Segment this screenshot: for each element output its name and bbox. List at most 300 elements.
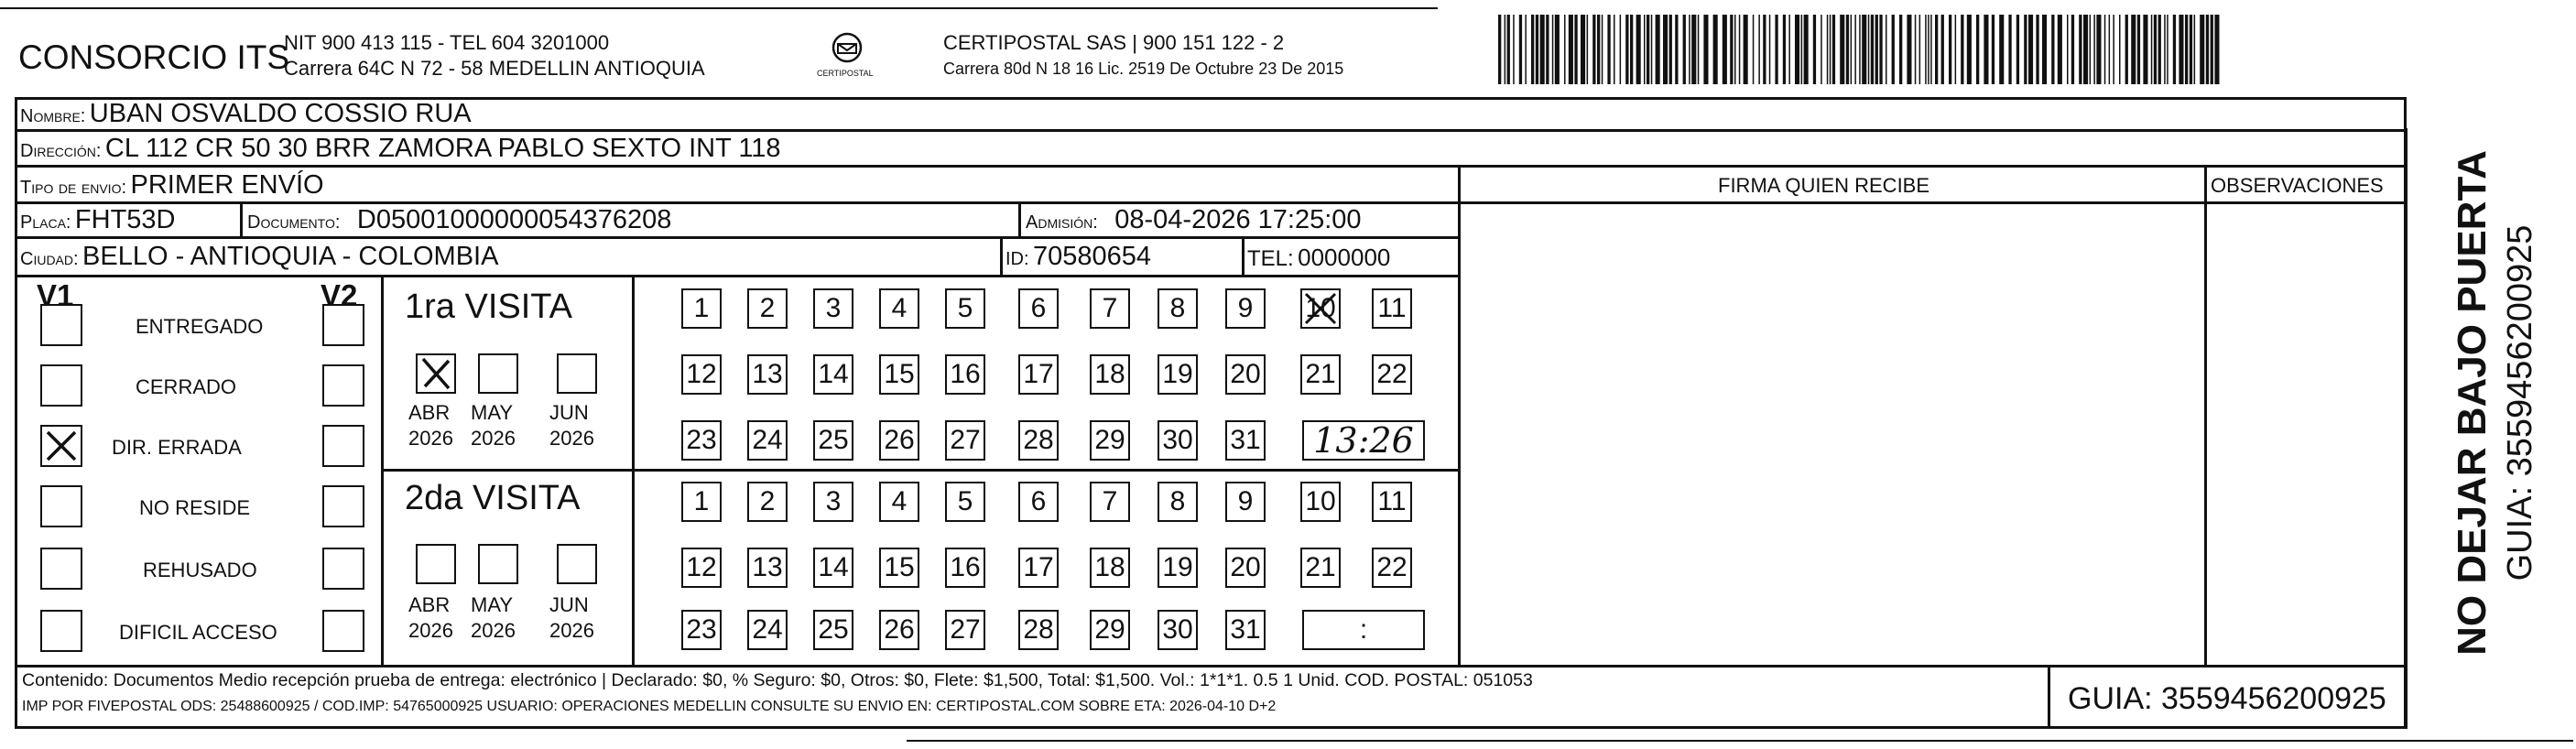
carrier-line2: Carrera 80d N 18 16 Lic. 2519 De Octubre 23 De 2015 [943,60,1344,78]
barcode-bar [1587,15,1589,84]
barcode-bar [1955,15,1957,84]
barcode-bar [1691,15,1696,84]
day-box[interactable] [1372,288,1412,329]
day-box[interactable] [1018,610,1059,650]
day-number: 17 [1023,359,1054,389]
placa-row [20,207,176,233]
footer-line2: IMP POR FIVEPOSTAL ODS: 25488600925 / COD.IMP: 54765000925 USUARIO: OPERACIONES MEDELLIN CONSULTE SU ENVIO EN: CERTIPOSTAL.COM SOBRE ETA: 2026-04-10 D+2 [22,699,1277,714]
barcode-bar [2131,15,2136,84]
day-number: 20 [1230,552,1261,582]
day-box[interactable] [747,548,788,588]
month-checkbox[interactable] [416,544,456,584]
status-option-label: DIR. ERRADA [112,436,242,459]
barcode-bar [1675,15,1678,84]
day-box[interactable] [1300,354,1341,395]
day-number: 20 [1230,359,1261,389]
barcode-bar [1919,15,1921,84]
day-number: 9 [1237,293,1254,323]
barcode-bar [1854,15,1856,84]
day-box[interactable] [813,482,853,522]
day-number: 18 [1094,552,1125,582]
day-box[interactable] [879,354,919,395]
admision-label: Admisión: [1026,212,1098,233]
day-number: 10 [1305,293,1336,323]
day-box[interactable] [945,548,985,588]
day-box[interactable] [879,288,919,329]
day-box[interactable] [1018,354,1059,395]
barcode-bar [1625,15,1628,84]
check-mark-icon [42,427,81,465]
barcode-bar [2079,15,2081,84]
day-number: 28 [1023,425,1054,455]
day-box[interactable] [1158,288,1198,329]
observaciones-label: OBSERVACIONES [2211,174,2384,197]
barcode-bar [1763,15,1766,84]
barcode-bar [1581,15,1585,84]
barcode-bar [1846,15,1849,84]
barcode-bar [1669,15,1672,84]
time-box[interactable] [1302,420,1425,461]
observaciones-area[interactable] [2208,205,2402,665]
barcode-bar [2167,15,2168,84]
barcode-bar [1644,15,1646,84]
day-number: 31 [1230,614,1261,645]
barcode-bar [1734,15,1736,84]
barcode-bar [1992,15,1994,84]
barcode-bar [1739,15,1741,84]
barcode-bar [2113,15,2114,84]
v1-checkbox[interactable] [40,548,82,590]
barcode-bar [2104,15,2106,84]
barcode-bar [1519,15,1522,84]
year-label: 2026 [408,619,453,642]
day-box[interactable] [813,288,853,329]
day-mark-icon [1302,290,1339,334]
day-number: 29 [1094,425,1125,455]
month-checkbox[interactable] [416,353,456,394]
barcode-bar [1788,15,1790,84]
day-number: 17 [1023,552,1054,582]
barcode-bar [1821,15,1822,84]
barcode-bar [2164,15,2166,84]
tel-label: TEL: [1247,246,1294,271]
barcode-bar [1607,15,1610,84]
day-number: 15 [884,552,915,582]
barcode-bar [1540,15,1545,84]
day-box[interactable] [879,420,919,461]
barcode-bar [1651,15,1653,84]
company-name: CONSORCIO ITS [18,38,290,76]
barcode-bar [1507,15,1510,84]
year-label: 2026 [471,427,516,450]
barcode-bar [1564,15,1566,84]
barcode-bar [1984,15,1988,84]
barcode-bar [2158,15,2161,84]
day-number: 24 [752,425,783,455]
barcode-bar [1744,15,1748,84]
day-box[interactable] [747,420,788,461]
day-number: 23 [686,425,717,455]
barcode-bar [1513,15,1515,84]
day-number: 30 [1162,614,1193,645]
day-number: 21 [1305,359,1336,389]
day-number: 11 [1377,486,1407,516]
month-checkbox[interactable] [557,353,597,394]
barcode-bar [1868,15,1870,84]
time-value: : [1359,614,1368,645]
day-number: 11 [1377,293,1407,323]
day-box[interactable] [681,610,722,650]
barcode-bar [2036,15,2038,84]
day-number: 4 [891,486,908,516]
day-number: 19 [1162,552,1193,582]
id-label: ID: [1005,249,1029,269]
barcode-bar [1602,15,1603,84]
month-checkbox[interactable] [557,544,597,584]
v1-checkbox[interactable] [40,485,82,527]
admision-row [1026,207,1362,233]
day-number: 21 [1305,552,1336,582]
month-label: MAY [471,593,514,616]
day-box[interactable] [747,354,788,395]
day-box[interactable] [1090,610,1130,650]
barcode-bar [2093,15,2095,84]
barcode-bar [2058,15,2062,84]
day-box[interactable] [945,420,985,461]
day-box[interactable] [1158,610,1198,650]
barcode-bar [1928,15,1929,84]
year-label: 2026 [471,619,516,642]
time-value: 13:26 [1313,420,1414,461]
day-box[interactable] [1018,482,1059,522]
placa-value: FHT53D [74,205,176,234]
day-number: 6 [1030,486,1047,516]
day-box[interactable] [1225,610,1266,650]
barcode-bar [2071,15,2074,84]
day-number: 9 [1237,486,1254,516]
day-number: 26 [884,425,915,455]
barcode-bar [1859,15,1861,84]
day-number: 12 [686,359,717,389]
day-box[interactable] [945,610,985,650]
v2-label: V2 [321,278,358,312]
day-box[interactable] [1372,548,1412,588]
day-number: 13 [752,359,783,389]
barcode-bar [1783,15,1786,84]
day-box[interactable] [879,482,919,522]
barcode-bar [1546,15,1549,84]
id-row [1005,244,1151,270]
day-number: 27 [950,614,981,645]
barcode-bar [2194,15,2196,84]
day-number: 12 [686,552,717,582]
day-number: 28 [1023,614,1054,645]
day-number: 8 [1169,486,1186,516]
day-box[interactable] [681,548,722,588]
day-box[interactable] [1300,288,1341,329]
day-box[interactable] [747,482,788,522]
day-box[interactable] [879,548,919,588]
nombre-label: Nombre: [20,106,86,126]
day-box[interactable] [1158,354,1198,395]
documento-value: D05001000000054376208 [356,205,672,234]
day-number: 23 [686,614,717,645]
month-label: MAY [471,401,514,424]
barcode-bar [1999,15,2004,84]
year-label: 2026 [549,427,594,450]
barcode-bar [1703,15,1708,84]
barcode-bar [1879,15,1882,84]
barcode-bar [1498,15,1501,84]
day-box[interactable] [1090,548,1130,588]
day-number: 19 [1162,359,1193,389]
second-visit-title: 2da VISITA [405,479,581,517]
barcode-bar [1976,15,1979,84]
day-box[interactable] [1158,420,1198,461]
barcode-bar [1899,15,1902,84]
day-box[interactable] [1158,482,1198,522]
barcode-bar [2143,15,2147,84]
day-box[interactable] [681,354,722,395]
day-box[interactable] [747,288,788,329]
day-number: 2 [759,486,776,516]
day-number: 7 [1102,293,1118,323]
day-number: 6 [1030,293,1047,323]
barcode-bar [2173,15,2176,84]
barcode-bar [1907,15,1911,84]
barcode-bar [2137,15,2140,84]
barcode-bar [2154,15,2157,84]
v2-checkbox[interactable] [322,304,364,346]
day-number: 26 [884,614,915,645]
day-box[interactable] [813,354,853,395]
barcode-bar [1569,15,1573,84]
barcode-bar [1505,15,1506,84]
day-box[interactable] [1225,482,1266,522]
barcode-bar [1597,15,1600,84]
barcode-bar [1775,15,1777,84]
v1-checkbox[interactable] [40,364,82,407]
barcode-bar [1827,15,1829,84]
day-number: 13 [752,552,783,582]
barcode-bar [1730,15,1733,84]
month-checkbox[interactable] [478,353,518,394]
day-box[interactable] [1090,420,1130,461]
status-option-label: DIFICIL ACCESO [119,621,277,644]
nombre-row [20,101,472,127]
tipo-value: PRIMER ENVÍO [130,170,324,200]
barcode [1498,15,2226,84]
day-number: 3 [825,293,842,323]
ciudad-value: BELLO - ANTIOQUIA - COLOMBIA [82,242,499,271]
day-box[interactable] [1090,482,1130,522]
day-box[interactable] [1225,420,1266,461]
day-number: 25 [818,425,849,455]
barcode-bar [2096,15,2101,84]
year-label: 2026 [549,619,594,642]
v1-checkbox[interactable] [40,304,82,346]
day-box[interactable] [1300,482,1341,522]
day-number: 16 [950,552,981,582]
side-warning: NO DEJAR BAJO PUERTA [2450,150,2494,656]
barcode-bar [2119,15,2121,84]
barcode-bar [2185,15,2188,84]
tipo-row [20,172,324,199]
time-box[interactable] [1302,610,1425,650]
barcode-bar [2200,15,2204,84]
tipo-label: Tipo de envio: [20,178,127,198]
day-box[interactable] [1018,548,1059,588]
day-number: 30 [1162,425,1193,455]
barcode-bar [1795,15,1799,84]
barcode-bar [2028,15,2033,84]
day-box[interactable] [1018,288,1059,329]
barcode-bar [1915,15,1917,84]
barcode-graphic [1498,15,2226,84]
status-option-label: REHUSADO [143,559,257,581]
barcode-bar [1614,15,1615,84]
footer-line1: Contenido: Documentos Medio recepción prueba de entrega: electrónico | Declarado: $0, % Seguro: $0, Otros: $0, Flete: $1,500, Total: $1,500. Vol.: 1*1*1. 0.5 1 Unid. COD. POSTAL: 051053 [22,670,1533,690]
month-label: JUN [549,401,589,424]
day-box[interactable] [1372,482,1412,522]
v1-checkbox[interactable] [40,425,82,467]
barcode-bar [1813,15,1816,84]
tel-row [1247,245,1390,270]
barcode-bar [1961,15,1963,84]
signature-area[interactable] [1462,205,2201,665]
barcode-bar [1536,15,1538,84]
barcode-bar [1663,15,1668,84]
day-box[interactable] [1225,288,1266,329]
day-number: 27 [950,425,981,455]
admision-value: 08-04-2026 17:25:00 [1114,205,1362,234]
barcode-bar [1592,15,1595,84]
barcode-bar [1862,15,1866,84]
barcode-bar [1647,15,1649,84]
v2-checkbox[interactable] [322,610,364,652]
day-number: 25 [818,614,849,645]
day-box[interactable] [879,610,919,650]
barcode-bar [1531,15,1534,84]
barcode-bar [1525,15,1527,84]
day-box[interactable] [1225,548,1266,588]
barcode-bar [1871,15,1874,84]
check-mark-icon [418,355,454,392]
day-box[interactable] [681,288,722,329]
day-box[interactable] [1372,354,1412,395]
day-number: 15 [884,359,915,389]
barcode-bar [1832,15,1835,84]
barcode-bar [1552,15,1554,84]
v2-checkbox[interactable] [322,548,364,590]
barcode-bar [1753,15,1755,84]
status-option-label: CERRADO [136,375,237,398]
day-number: 18 [1094,359,1125,389]
barcode-bar [1851,15,1853,84]
logo-text: CERTIPOSTAL [817,69,874,78]
day-number: 8 [1169,293,1186,323]
direccion-value: CL 112 CR 50 30 BRR ZAMORA PABLO SEXTO INT 118 [104,134,781,163]
day-number: 14 [818,359,849,389]
v1-checkbox[interactable] [40,610,82,652]
v1-label: V1 [37,278,74,312]
carrier-logo [815,29,879,84]
day-box[interactable] [945,354,985,395]
day-box[interactable] [945,482,985,522]
day-box[interactable] [945,288,985,329]
barcode-bar [1935,15,1938,84]
barcode-bar [2125,15,2128,84]
id-value: 70580654 [1033,242,1152,271]
year-label: 2026 [408,427,453,450]
day-box[interactable] [813,610,853,650]
barcode-bar [1723,15,1727,84]
tel-value: 0000000 [1298,244,1391,271]
day-box[interactable] [1090,288,1130,329]
v2-checkbox[interactable] [322,364,364,407]
footer-guia: GUIA: 3559456200925 [2068,681,2386,716]
month-checkbox[interactable] [478,544,518,584]
day-number: 5 [957,293,973,323]
day-box[interactable] [747,610,788,650]
day-box[interactable] [1090,354,1130,395]
first-visit-title: 1ra VISITA [405,288,573,326]
barcode-bar [2051,15,2054,84]
barcode-bar [1769,15,1771,84]
barcode-bar [1941,15,1944,84]
day-number: 10 [1305,486,1336,516]
day-number: 14 [818,552,849,582]
barcode-bar [2016,15,2019,84]
day-box[interactable] [681,420,722,461]
day-box[interactable] [1158,548,1198,588]
placa-label: Placa: [20,212,71,233]
barcode-bar [2151,15,2153,84]
barcode-bar [1630,15,1633,84]
day-number: 2 [759,293,776,323]
v2-checkbox[interactable] [322,485,364,527]
day-number: 1 [693,293,710,323]
barcode-bar [1683,15,1686,84]
barcode-bar [1713,15,1718,84]
barcode-bar [2206,15,2209,84]
barcode-bar [1636,15,1641,84]
day-box[interactable] [813,548,853,588]
barcode-bar [1840,15,1844,84]
barcode-bar [1698,15,1700,84]
day-box[interactable] [813,420,853,461]
direccion-row [20,136,781,162]
barcode-bar [1804,15,1809,84]
day-number: 22 [1376,359,1408,389]
day-box[interactable] [1018,420,1059,461]
ciudad-row [20,244,498,270]
barcode-bar [1925,15,1927,84]
status-option-label: ENTREGADO [136,315,264,338]
barcode-bar [1967,15,1972,84]
day-box[interactable] [1300,548,1341,588]
day-box[interactable] [1225,354,1266,395]
barcode-bar [2109,15,2111,84]
v2-checkbox[interactable] [322,425,364,467]
barcode-bar [2042,15,2047,84]
barcode-bar [2008,15,2011,84]
day-number: 24 [752,614,783,645]
documento-label: Documento: [247,212,341,233]
day-box[interactable] [681,482,722,522]
barcode-bar [1949,15,1951,84]
nombre-value: UBAN OSVALDO COSSIO RUA [89,99,472,128]
